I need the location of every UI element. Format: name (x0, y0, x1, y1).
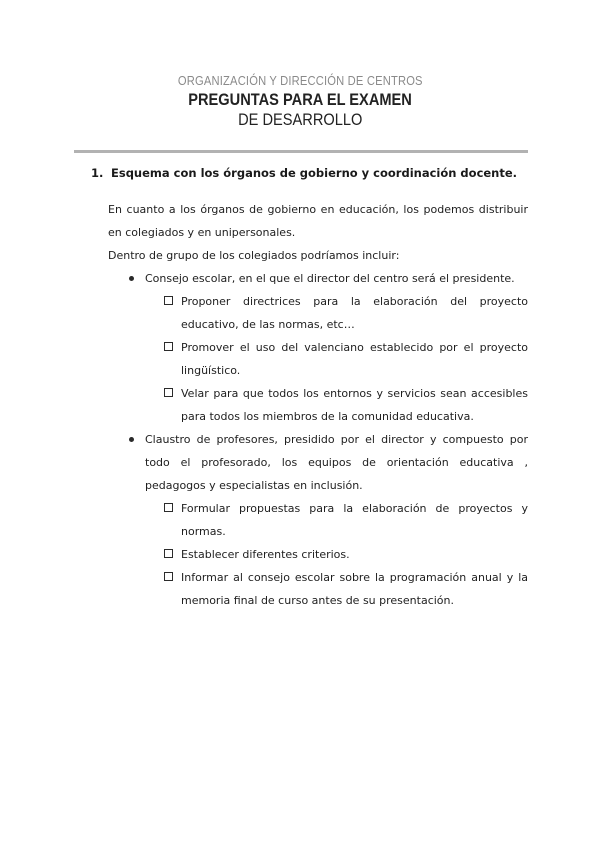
question-number: 1. (91, 166, 104, 180)
bullet-dot-icon (129, 276, 134, 281)
bullet-text: Claustro de profesores, presidido por el director y compuesto por todo el profesorado, los equipos de orientación educativa , pedagogos y especialistas en inclusión. (145, 433, 528, 492)
checkbox-item-text: Proponer directrices para la elaboración del proyecto educativo, de las normas, etc… (181, 295, 528, 331)
checkbox-square-icon (164, 342, 173, 351)
checkbox-item (108, 566, 528, 612)
checkbox-square-icon (164, 388, 173, 397)
checkbox-item (108, 382, 528, 428)
bullet-dot-icon (129, 437, 134, 442)
page-title: PREGUNTAS PARA EL EXAMEN (188, 90, 412, 109)
bullet-item (108, 428, 528, 497)
answer-body (108, 198, 528, 612)
page-subtitle: DE DESARROLLO (237, 110, 363, 129)
checkbox-item-text: Promover el uso del valenciano establecido por el proyecto lingüístico. (181, 341, 528, 377)
checkbox-item-text: Formular propuestas para la elaboración de proyectos y normas. (181, 502, 528, 538)
checkbox-item (108, 543, 528, 566)
checkbox-item (108, 336, 528, 382)
intro-paragraph-2: Dentro de grupo de los colegiados podríamos incluir: (108, 249, 400, 262)
checkbox-item-text: Velar para que todos los entornos y servicios sean accesibles para todos los miembros de la comunidad educativa. (181, 387, 528, 423)
header-divider (74, 150, 528, 153)
checkbox-square-icon (164, 572, 173, 581)
checkbox-item (108, 497, 528, 543)
course-title: ORGANIZACIÓN Y DIRECCIÓN DE CENTROS (177, 73, 423, 88)
checkbox-square-icon (164, 549, 173, 558)
intro-paragraph: En cuanto a los órganos de gobierno en educación, los podemos distribuir en colegiados y en unipersonales. (108, 203, 528, 239)
checkbox-item-text: Informar al consejo escolar sobre la programación anual y la memoria final de curso antes de su presentación. (181, 571, 528, 607)
checkbox-item-text: Establecer diferentes criterios. (181, 548, 350, 561)
question-text: Esquema con los órganos de gobierno y coordinación docente. (111, 166, 518, 180)
document-header (0, 72, 600, 130)
checkbox-square-icon (164, 503, 173, 512)
checkbox-square-icon (164, 296, 173, 305)
checkbox-item (108, 290, 528, 336)
question-heading (91, 165, 531, 181)
bullet-text: Consejo escolar, en el que el director del centro será el presidente. (145, 272, 515, 285)
bullet-item (108, 267, 528, 290)
